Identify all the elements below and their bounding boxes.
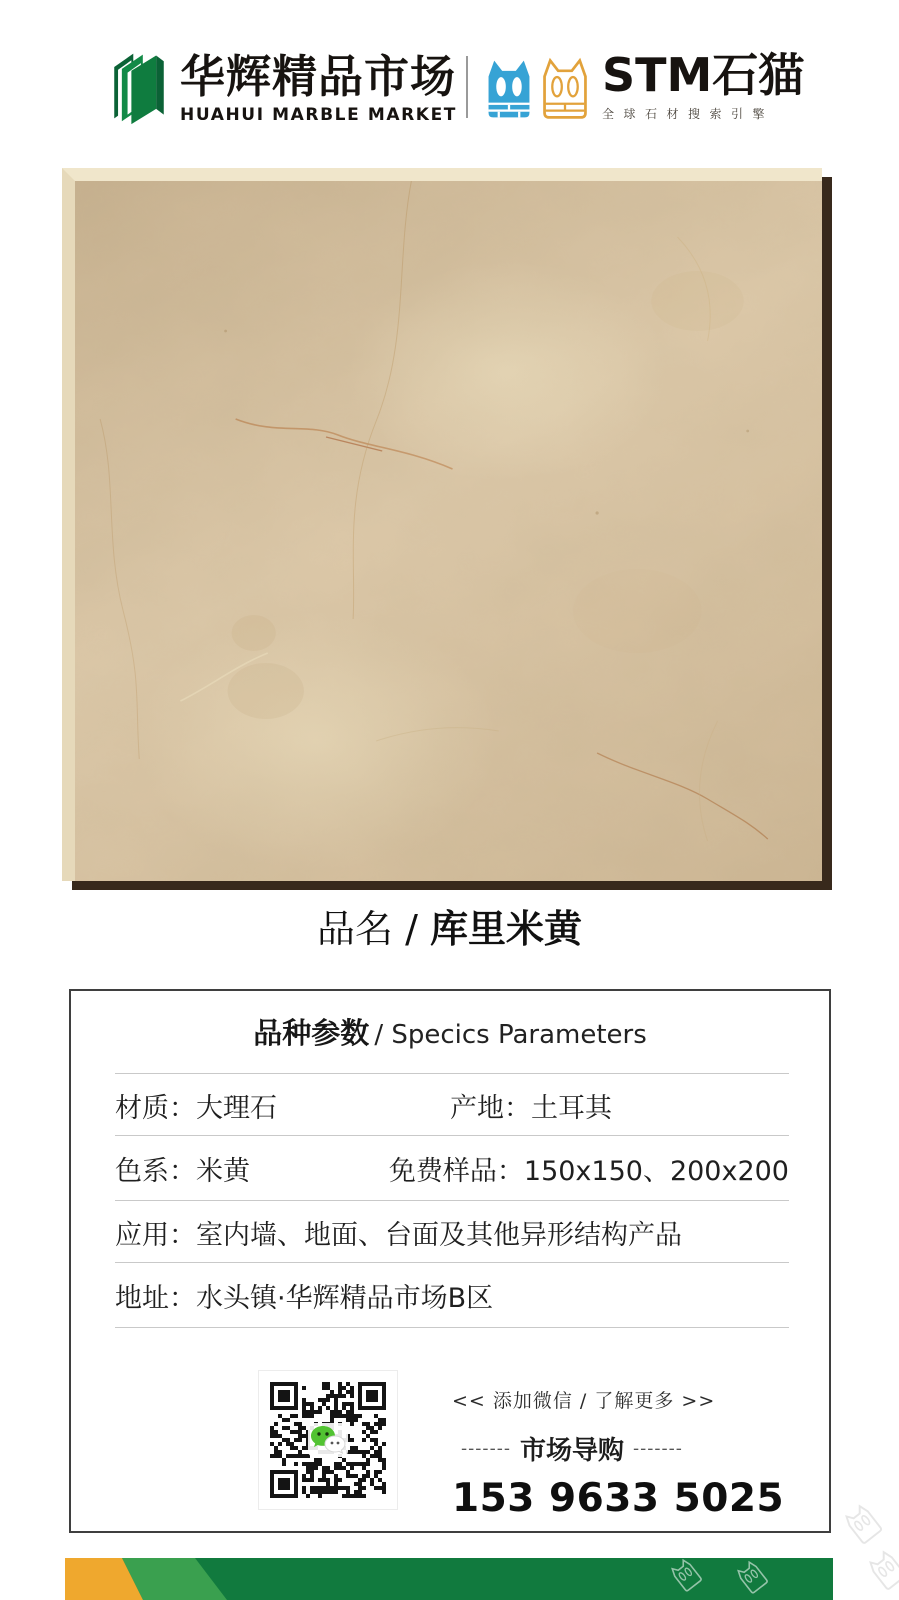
header-divider: [466, 56, 468, 118]
spec-cell-origin: 产地：土耳其: [450, 1092, 612, 1124]
marble-lighting-overlay: [75, 181, 822, 881]
header: [0, 0, 899, 160]
market-guide-line: [452, 1430, 692, 1467]
spec-title-cn: 品种参数: [253, 1016, 370, 1050]
spec-title-en: / Specics Parameters: [374, 1020, 647, 1050]
spec-row-color-samples: [115, 1135, 789, 1201]
phone-number: 153 9633 5025: [452, 1476, 785, 1521]
product-name-line: [0, 898, 899, 953]
spec-row-application: [115, 1200, 789, 1263]
product-name-label: 品名 /: [317, 907, 418, 951]
cat-watermark-icon: [667, 1558, 706, 1595]
stm-cat-gold-icon: [540, 56, 590, 122]
spec-box-title: [71, 1011, 829, 1052]
cat-watermark-icon: [864, 1547, 899, 1594]
huahui-books-logo-icon: [108, 46, 170, 126]
spec-row-material-origin: [115, 1073, 789, 1136]
spec-cell-samples: 免费样品：150x150、200x200: [388, 1156, 789, 1187]
partner-tagline: 全球石材搜索引擎: [602, 107, 775, 121]
brand-name-cn: 华辉精品市场: [180, 50, 457, 103]
cat-watermark-icon: [733, 1558, 772, 1597]
spec-parameters-box: [69, 989, 831, 1533]
cat-watermark-icon: [840, 1501, 886, 1548]
market-guide-label: 市场导购: [519, 1436, 624, 1466]
footer-stripe: [65, 1558, 833, 1600]
brand-text-block: [180, 52, 470, 125]
stripe-green-mid: [65, 1558, 833, 1600]
stm-cat-blue-icon: [484, 56, 534, 122]
partner-text-block: [602, 50, 822, 122]
wechat-qr-code: [258, 1370, 398, 1510]
spec-cell-application: 应用：室内墙、地面、台面及其他异形结构产品: [115, 1219, 682, 1251]
spec-cell-address: 地址：水头镇·华辉精品市场B区: [115, 1282, 494, 1314]
brand-name-en: HUAHUI MARBLE MARKET: [180, 105, 457, 125]
contact-block: [452, 1386, 785, 1521]
dash-left: -------: [461, 1438, 511, 1459]
spec-cell-material: 材质：大理石: [115, 1092, 277, 1124]
beige-marble-slab-photo: [62, 168, 822, 881]
wechat-hint-text: << 添加微信 / 了解更多 >>: [452, 1390, 716, 1412]
wechat-icon: [307, 1422, 349, 1458]
spec-cell-color: 色系：米黄: [115, 1156, 250, 1187]
dash-right: -------: [633, 1438, 683, 1459]
partner-name: STM石猫: [602, 48, 805, 102]
product-name-value: 库里米黄: [429, 907, 582, 951]
spec-row-address: [115, 1262, 789, 1328]
